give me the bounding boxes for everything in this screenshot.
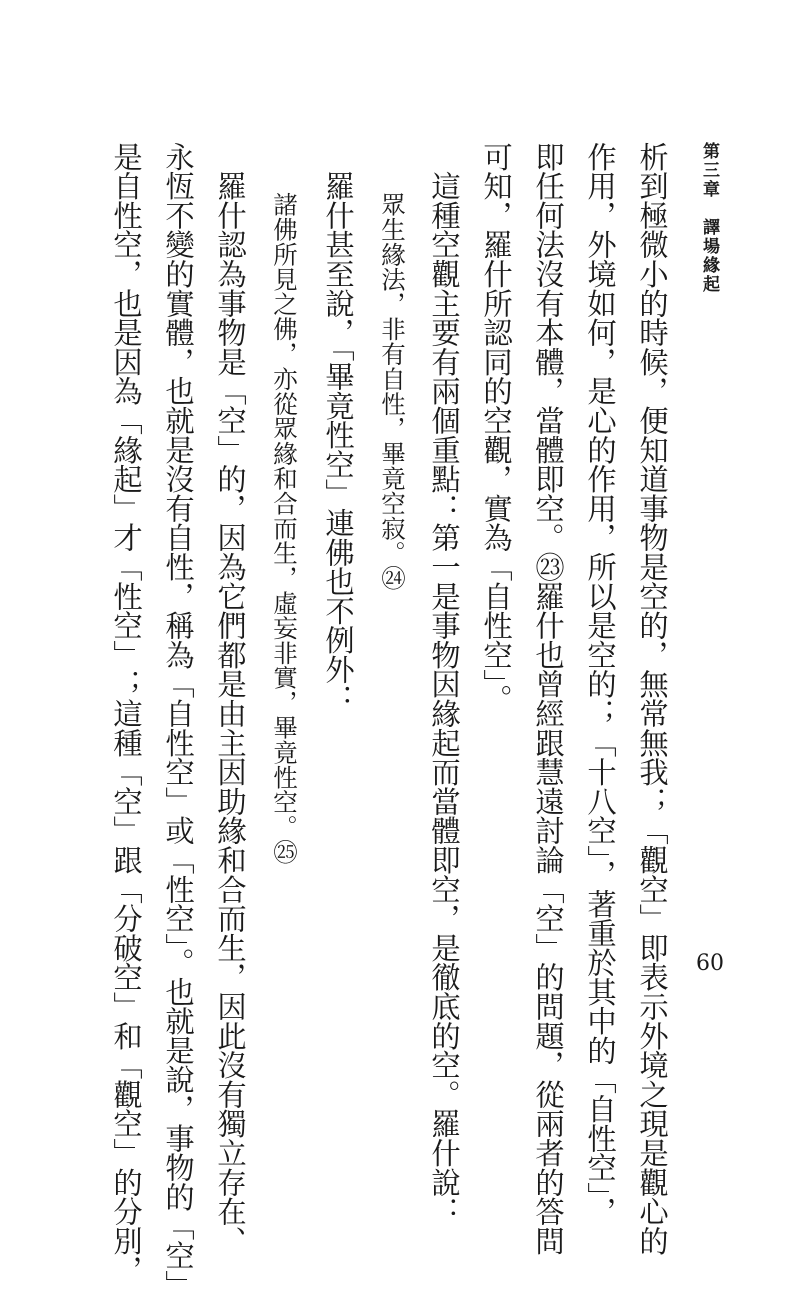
running-header-chapter: 第三章 譯場緣起	[699, 142, 719, 294]
quote-column-2: 諸佛所見之佛，亦從眾緣和合而生，虛妄非實，畢竟性空。㉕	[270, 192, 299, 865]
page-number: 60	[696, 951, 724, 976]
text-column-1: 析到極微小的時候，便知道事物是空的，無常無我；「觀空」即表示外境之現是觀心的	[635, 142, 669, 1256]
text-column-7: 羅什認為事物是「空」的，因為它們都是由主因助緣和合而生，因此沒有獨立存在、	[213, 142, 247, 1256]
text-column-2: 作用，外境如何，是心的作用，所以是空的；「十八空」，著重於其中的「自性空」，	[583, 142, 617, 1227]
text-column-5: 這種空觀主要有兩個重點：第一是事物因緣起而當體即空，是徹底的空。羅什說：	[427, 142, 461, 1227]
text-column-4: 可知，羅什所認同的空觀，實為「自性空」。	[479, 142, 513, 714]
quote-column-1: 眾生緣法，非有自性，畢竟空寂。㉔	[378, 192, 407, 591]
text-column-8: 永恆不變的實體，也就是沒有自性，稱為「自性空」或「性空」。也就是說，事物的「空」	[161, 142, 195, 1299]
text-column-3: 即任何法沒有本體，當體即空。㉓羅什也曾經跟慧遠討論「空」的問題，從兩者的答問	[531, 142, 565, 1256]
text-column-9: 是自性空，也是因為「緣起」才「性空」；這種「空」跟「分破空」和「觀空」的分別，	[109, 142, 143, 1285]
text-column-6: 羅什甚至說，「畢竟性空」連佛也不例外：	[321, 142, 355, 714]
